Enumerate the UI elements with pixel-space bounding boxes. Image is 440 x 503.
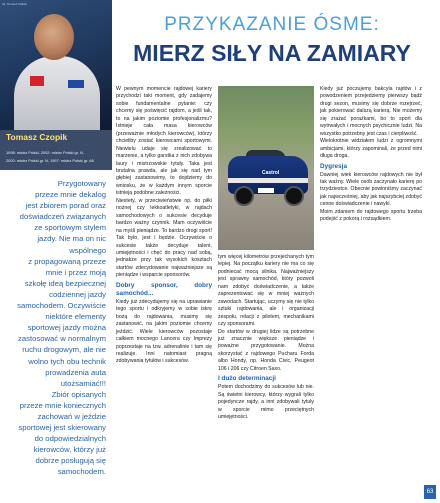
section-heading: Dygresja [320,162,347,170]
quote-line: jazdy. Nie ma on nic [37,234,106,244]
column-1-paragraphs [116,86,212,280]
quote-line: utożsamiać!!! [60,378,106,388]
quote-line: mnie i przez moją [45,267,106,277]
paragraph: Potem dochodzimy do sukcesów lub nie. Są świetni kierowcy, którzy wygrali tylko pojedyncze rajdy, a inni zdobywali tytuły w sporcie mimo przeciętnych umiejętności. [218,384,314,421]
car-wheel [234,186,254,206]
column-1-paragraphs-2 [116,299,212,366]
quote-line: przeze mnie koniecznych [19,400,106,410]
paragraph: Niestety, w przeciwieństwie np. do piłki nożnej czy lekkoatletyki, w rajdach samochodowych o sukcesie decyduje bardzo ważny czynnik. Mam oczywiście na myśli pieniądze. To bardzo drogi sport! Tak było, jest i będzie. Oczywiście o sukcesie także decyduje talent, umiejętności i chęć do pracy nad sobą, jednakże przy tak wysokich kosztach startów zdecydowanie najważniejsze są pieniądze i wsparcie sponsorów. [116,197,212,279]
author-achievement: 1998: mistrz Polski, 2002: mistrz Polski gr. N, [6,150,84,155]
quote-line: do odpowiedzialnych [34,434,106,444]
paragraph: Dawniej wiek kierowców rajdowych nie był tak ważny. Wiele osób zaczynało karierę po trzydziestce. Obecnie powinniśmy zaczynać jak najwcześniej, aby jak najszybciej zdobyć cenne doświadczenie i nawyki. [320,171,422,208]
quote-line: zastosować w normalnym [17,334,106,344]
quote-line: wolno tych obu technik [28,356,106,366]
column-2-paragraphs-2 [218,384,314,421]
column-3-paragraphs-2 [320,172,422,224]
quote-line: dobrze posługują się [35,456,106,466]
author-achievement: 2000: mistrz Polski gr. N, 1997: mistrz Polski gr. A6 [6,158,94,163]
article-title-line2: MIERZ SIŁY NA ZAMIARY [133,40,411,66]
quote-line: jest zbiorem porad oraz [25,201,106,211]
quote-line: prowadzenia auta [45,367,106,377]
article-column-3 [320,86,422,224]
paragraph: Kiedy już poczujemy bakcyla rajdów i z powodzeniem przejedziemy pierwszy bądź drugi sezon, musimy się dobrze rozejrzeć, jak pokierować dalszą karierą. Nie możemy się zrażać porażkami, bo to sport dla wytrwałych i mocnych psychicznie ludzi. Na wszystko potrzebny jest czas i cierpliwość. [320,86,422,137]
quote-line: samochodem. [57,467,106,477]
car-sponsor-logo: Castrol [262,170,280,176]
quote-line: ruchu drogowym, ale nie [22,345,106,355]
quote-line: sportowej jest skierowany [18,423,106,433]
author-sidebar [0,0,112,503]
quote-line: Przygotowany [57,179,106,188]
paragraph: W pewnym momencie rajdowej kariery przychodzi taki moment, gdy zadajemy sobie fundamentalne pytanie: czy chcemy się poświęcić rajdom, a jeśli tak, to na jakim poziomie profesjonalizmu? Istnieje cała masa kierowców (przeważnie młodych kierowców), którzy chcieliby zostać kierowcami sportowymi. Niewielu udaje się zrealizować to marzenie, a tylko garstka z nich zdobywa laury i mistrzowskie tytuły. Taka jest brutalna prawda, ale jak się nad tym głębiej zastanowimy, to dojdziemy do wniosku, że w każdym innym sporcie istnieją podobne zależności. [116,86,212,197]
column-3-paragraphs [320,86,422,161]
paragraph: Do startów w drugiej lidze są potrzebne już znacznie większe pieniądze i poważne przygotowanie. Można skorzystać z rajdowego Pucharu Forda albo Hondy, np. Honda Civic, Peugeot 106 i 206 czy Citroen Saxo. [218,328,314,372]
author-head [34,14,74,60]
paragraph: Kiedy już zdecydujemy się na uprawianie tego sportu i odkryjemy w sobie iskrę bożą do rajdowania, musimy się zastanowić, na jakim poziomie chcemy jeździć. Wiele kierowców pozostaje całkiem mocnego Lancera czy Imprezy poprzestaje na tzw. adrenalinie i tam się realizuje. Inni natomiast pragną zdobywania tytułów i sukcesów. [116,298,212,365]
quote-line: przeze mnie dekalog [35,190,106,200]
suit-patch-blue [68,80,84,88]
quote-line: Zbiór opisanych [51,389,106,399]
article-title-line1: PRZYKAZANIE ÓSME: [164,14,380,35]
car-stripe [228,178,308,183]
author-name: Tomasz Czopik [6,132,68,142]
photo-credit: fot. Tomasz Kaliski [2,2,27,6]
quote-line: doświadczeń związanych [19,212,106,222]
car-wheel [284,186,304,206]
quote-line: ze sportowym stylem [34,223,106,233]
quote-line: szkołę ideą bezpiecznej [24,278,106,288]
quote-line: kierowców, którzy już [33,445,106,455]
column-2-paragraphs [218,254,314,373]
section-heading: I dużo determinacji [218,375,276,383]
rally-car-photo [218,86,314,250]
quote-line: z propagowaną przeze [28,256,106,266]
quote-line: samochodem. Oczywiście [17,301,106,311]
article-column-1 [116,86,212,366]
quote-line: sportowej jazdy można [27,323,106,333]
author-photo [0,0,112,130]
suit-patch-red [30,76,44,86]
paragraph: tym więcej kilometrów przejechanych tym lepiej. Na początku kariery nie ma co się podniecać mocą silnika. Najważniejszy jest sprawny samochód, który pozwoli nam zdobyć doświadczenie, a także zaprezentować się w mniej ważnych zawodach. Startując, uczymy się nie tylko sztuki rajdowania, ale i organizacji zespołu, relacji z pilotem, mechanikami czy sponsorami. [218,254,314,328]
paragraph: Wielokrotnie widziałem ludzi z ogromnymi ambicjami, którzy zapominali, że przed nimi długa droga. [320,138,422,160]
article-column-2 [218,254,314,422]
paragraph: Moim zdaniem do rajdowego sportu trzeba podejść z pokorą i rozsądkiem. [320,208,422,223]
author-namebar [0,130,112,170]
quote-line: niektóre elementy [45,312,106,322]
sidebar-quote [6,178,106,478]
author-body [14,56,100,130]
car-plate [258,188,274,193]
quote-line: wspólnego [69,245,106,255]
page-number: 63 [424,485,436,499]
quote-line: codziennej jazdy [49,289,106,299]
quote-line: zachowań w jeździe [37,411,106,421]
section-heading: Dobry sponsor, dobry samochód... [116,281,212,297]
